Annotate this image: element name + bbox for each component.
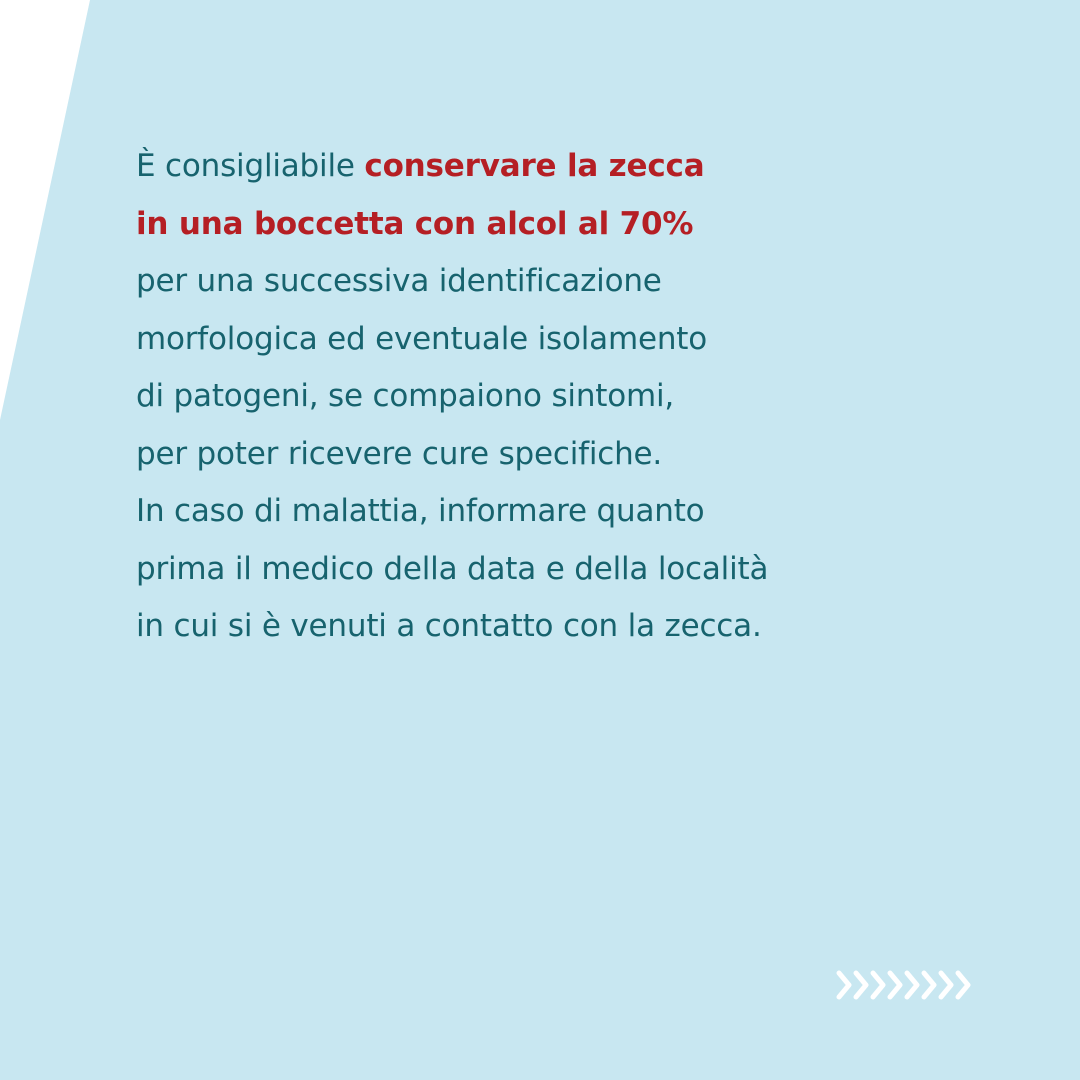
chevron-icon (839, 973, 849, 997)
chevron-icon (873, 973, 883, 997)
highlight-text-2: in una boccetta con alcol al 70% (136, 205, 694, 242)
body-line-5: di patogeni, se compaiono sintomi, (136, 378, 675, 414)
chevron-icon (924, 973, 934, 997)
body-text (136, 138, 1036, 656)
highlight-text-1: conservare la zecca (364, 148, 705, 184)
chevron-icon (907, 973, 917, 997)
body-line-9: in cui si è venuti a contatto con la zecca. (136, 608, 762, 644)
body-line-1 (136, 138, 1036, 196)
body-line-7: In caso di malattia, informare quanto (136, 493, 705, 529)
chevron-icon (856, 973, 866, 997)
chevron-icon (941, 973, 951, 997)
body-line-3: per una successiva identificazione (136, 263, 662, 299)
body-line-8: prima il medico della data e della località (136, 550, 769, 587)
body-line-6: per poter ricevere cure specifiche. (136, 435, 663, 472)
chevron-arrows-icon[interactable] (834, 966, 984, 1004)
body-line-4: morfologica ed eventuale isolamento (136, 320, 708, 357)
chevron-icon (958, 973, 968, 997)
body-line-1-prefix: È consigliabile (136, 148, 365, 184)
chevron-icon (890, 973, 900, 997)
